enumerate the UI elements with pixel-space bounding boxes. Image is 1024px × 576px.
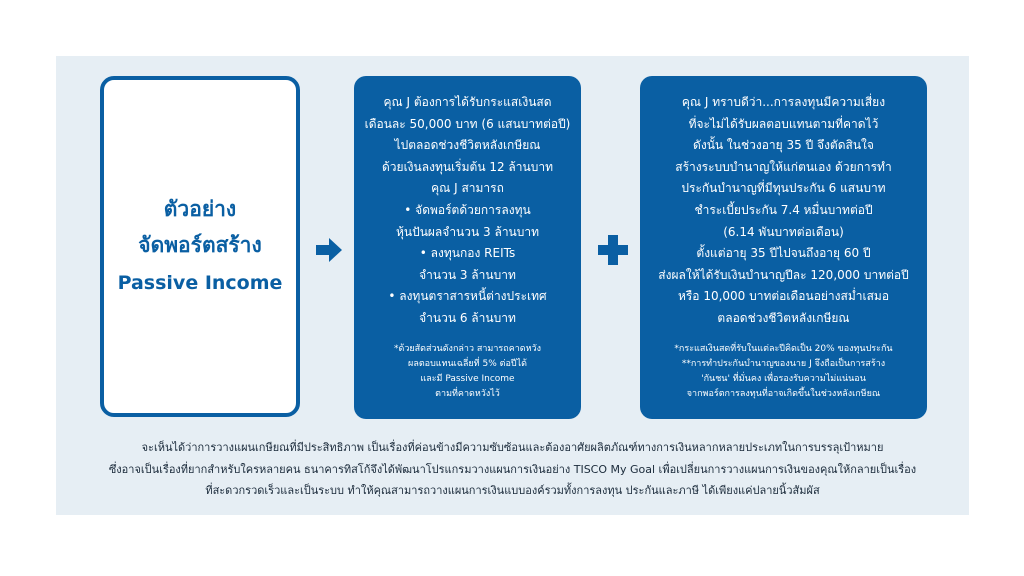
text-line: • ลงทุนกอง REITs: [419, 246, 516, 261]
plus-icon: [598, 235, 628, 265]
title-line-2: จัดพอร์ตสร้าง: [138, 232, 262, 257]
text-line: หุ้นปันผลจำนวน 3 ล้านบาท: [395, 224, 540, 239]
text-line: ตั้งแต่อายุ 35 ปีไปจนถึงอายุ 60 ปี: [696, 246, 871, 261]
text-line: ที่จะไม่ได้รับผลตอบแทนตามที่คาดไว้: [688, 116, 879, 131]
text-line: เดือนละ 50,000 บาท (6 แสนบาทต่อปี): [364, 116, 571, 131]
note-line: 'กันชน' ที่มั่นคง เพื่อรองรับความไม่แน่นอน: [701, 374, 866, 384]
title-line-3: Passive Income: [117, 271, 283, 294]
investment-lines: [354, 92, 581, 330]
footer-line: ซึ่งอาจเป็นเรื่องที่ยากสำหรับใครหลายคน ธนาคารทิสโก้จึงได้พัฒนาโปรแกรมวางแผนการเงินอย่าง TISCO My Goal เพื่อเปลี่ยนการวางแผนการเงินของคุณให้กลายเป็นเรื่อง: [108, 462, 917, 476]
text-line: ส่งผลให้ได้รับเงินบำนาญปีละ 120,000 บาทต่อปี: [658, 267, 909, 282]
pension-lines: [640, 92, 927, 330]
note-line: **การทำประกันบำนาญของนาย J จึงถือเป็นการสร้าง: [681, 359, 886, 369]
right-arrow-icon: [316, 238, 342, 262]
text-line: จำนวน 6 ล้านบาท: [419, 310, 516, 325]
text-line: หรือ 10,000 บาทต่อเดือนอย่างสม่ำเสมอ: [677, 289, 890, 304]
footer-line: จะเห็นได้ว่าการวางแผนเกษียณที่มีประสิทธิภาพ เป็นเรื่องที่ค่อนข้างมีความซับซ้อนและต้องอาศัยผลิตภัณฑ์ทางการเงินหลากหลายประเภทในการบรรลุเป้าหมาย: [141, 441, 884, 454]
note-line: จากพอร์ตการลงทุนที่อาจเกิดขึ้นในช่วงหลังเกษียณ: [686, 389, 881, 399]
title-line-1: ตัวอย่าง: [163, 196, 237, 221]
text-line: ประกันบำนาญที่มีทุนประกัน 6 แสนบาท: [681, 181, 886, 196]
text-line: คุณ J ทราบดีว่า...การลงทุนมีความเสี่ยง: [681, 95, 886, 109]
text-line: • ลงทุนตราสารหนี้ต่างประเทศ: [388, 289, 547, 304]
text-line: ด้วยเงินลงทุนเริ่มต้น 12 ล้านบาท: [382, 159, 553, 174]
text-line: ตลอดช่วงชีวิตหลังเกษียณ: [717, 310, 850, 325]
text-line: จำนวน 3 ล้านบาท: [419, 267, 516, 282]
text-line: ชำระเบี้ยประกัน 7.4 หมื่นบาทต่อปี: [694, 202, 873, 217]
text-line: สร้างระบบบำนาญให้แก่ตนเอง ด้วยการทำ: [675, 159, 892, 174]
note-line: ผลตอบแทนเฉลี่ยที่ 5% ต่อปีได้: [408, 359, 527, 369]
title-card: [100, 76, 300, 417]
text-line: (6.14 พันบาทต่อเดือน): [723, 224, 844, 239]
investment-card: [354, 76, 581, 419]
pension-notes: [640, 342, 927, 402]
note-line: ตามที่คาดหวังไว้: [435, 389, 500, 399]
note-line: *ด้วยสัดส่วนดังกล่าว สามารถคาดหวัง: [394, 344, 541, 354]
footer-paragraph: [56, 437, 969, 502]
note-line: และมี Passive Income: [420, 374, 515, 384]
text-line: ไปตลอดช่วงชีวิตหลังเกษียณ: [394, 138, 541, 153]
investment-notes: [354, 342, 581, 402]
footer-line: ที่สะดวกรวดเร็วและเป็นระบบ ทำให้คุณสามารถวางแผนการเงินแบบองค์รวมทั้งการลงทุน ประกันและภาษี ได้เพียงแค่ปลายนิ้วสัมผัส: [205, 484, 820, 497]
text-line: • จัดพอร์ตด้วยการลงทุน: [404, 202, 531, 217]
text-line: ดังนั้น ในช่วงอายุ 35 ปี จึงตัดสินใจ: [693, 138, 874, 153]
note-line: *กระแสเงินสดที่รับในแต่ละปีคิดเป็น 20% ของทุนประกัน: [674, 344, 893, 354]
text-line: คุณ J สามารถ: [431, 181, 504, 196]
pension-card: [640, 76, 927, 419]
text-line: คุณ J ต้องการได้รับกระแสเงินสด: [383, 95, 552, 109]
